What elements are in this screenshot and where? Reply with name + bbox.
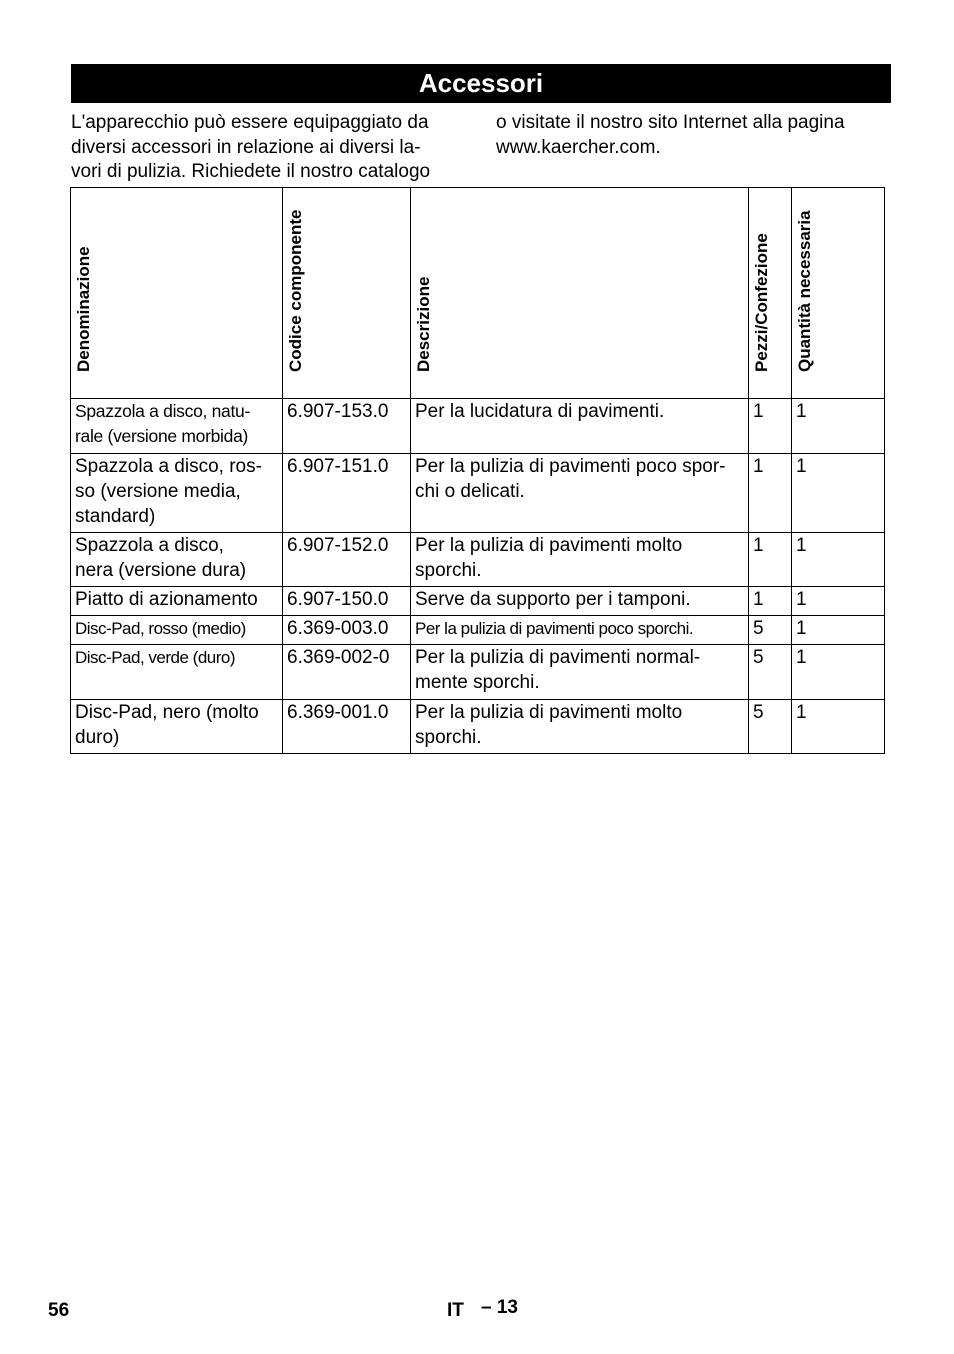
cell-code: 6.369-001.0 bbox=[283, 700, 411, 754]
cell-text: sporchi. bbox=[415, 560, 482, 581]
intro-line: o visitate il nostro sito Internet alla pagina bbox=[496, 112, 845, 133]
cell-text: Per la pulizia di pavimenti poco sporchi. bbox=[415, 619, 694, 638]
cell-pieces: 1 bbox=[749, 587, 792, 616]
cell-text: chi o delicati. bbox=[415, 481, 525, 502]
cell-text: standard) bbox=[75, 506, 156, 527]
table-row bbox=[71, 700, 885, 754]
cell-pieces: 1 bbox=[749, 533, 792, 587]
cell-qty: 1 bbox=[792, 454, 885, 533]
header-label: Descrizione bbox=[414, 276, 433, 372]
cell-pieces: 5 bbox=[749, 616, 792, 645]
cell-text: nera (versione dura) bbox=[75, 560, 247, 581]
cell-desc bbox=[411, 587, 749, 616]
cell-name bbox=[71, 700, 283, 754]
cell-code: 6.369-003.0 bbox=[283, 616, 411, 645]
table-row bbox=[71, 533, 885, 587]
cell-desc bbox=[411, 399, 749, 454]
cell-text: Per la pulizia di pavimenti poco spor- bbox=[415, 456, 726, 477]
cell-name bbox=[71, 399, 283, 454]
cell-qty: 1 bbox=[792, 645, 885, 700]
cell-desc bbox=[411, 616, 749, 645]
cell-name bbox=[71, 645, 283, 700]
language-code: IT bbox=[447, 1300, 464, 1321]
accessories-table bbox=[70, 187, 885, 754]
cell-qty: 1 bbox=[792, 399, 885, 454]
cell-desc bbox=[411, 645, 749, 700]
cell-code: 6.907-150.0 bbox=[283, 587, 411, 616]
cell-code: 6.907-152.0 bbox=[283, 533, 411, 587]
intro-line: vori di pulizia. Richiedete il nostro catalogo bbox=[71, 161, 431, 182]
cell-qty: 1 bbox=[792, 587, 885, 616]
cell-pieces: 5 bbox=[749, 645, 792, 700]
cell-code: 6.369-002-0 bbox=[283, 645, 411, 700]
cell-text: rale (versione morbida) bbox=[75, 426, 249, 446]
cell-text: sporchi. bbox=[415, 727, 482, 748]
table-row bbox=[71, 587, 885, 616]
table-row bbox=[71, 399, 885, 454]
cell-desc bbox=[411, 533, 749, 587]
cell-desc bbox=[411, 700, 749, 754]
intro-text-right bbox=[496, 111, 891, 160]
cell-pieces: 5 bbox=[749, 700, 792, 754]
cell-text: Piatto di azionamento bbox=[75, 589, 258, 610]
header-label: Codice componente bbox=[286, 209, 305, 372]
intro-line: L'apparecchio può essere equipaggiato da bbox=[71, 112, 429, 133]
cell-text: duro) bbox=[75, 727, 120, 748]
cell-text: so (versione media, bbox=[75, 481, 241, 502]
header-descrizione bbox=[411, 188, 749, 399]
table-row bbox=[71, 645, 885, 700]
cell-text: Per la pulizia di pavimenti molto bbox=[415, 702, 683, 723]
cell-code: 6.907-153.0 bbox=[283, 399, 411, 454]
intro-text-left bbox=[71, 111, 466, 185]
header-pezzi bbox=[749, 188, 792, 399]
cell-text: Serve da supporto per i tamponi. bbox=[415, 589, 691, 610]
table-header-row bbox=[71, 188, 885, 399]
header-label: Quantità necessaria bbox=[795, 210, 814, 372]
header-label: Pezzi/Confezione bbox=[752, 233, 771, 372]
header-codice bbox=[283, 188, 411, 399]
intro-line: www.kaercher.com. bbox=[496, 136, 661, 158]
cell-desc bbox=[411, 454, 749, 533]
cell-text: Spazzola a disco, natu- bbox=[75, 401, 251, 421]
cell-text: Per la pulizia di pavimenti molto bbox=[415, 535, 683, 556]
cell-qty: 1 bbox=[792, 700, 885, 754]
table-row bbox=[71, 454, 885, 533]
page-number: 56 bbox=[48, 1300, 70, 1321]
header-quantita bbox=[792, 188, 885, 399]
cell-name bbox=[71, 533, 283, 587]
cell-text: Spazzola a disco, bbox=[75, 535, 224, 556]
cell-qty: 1 bbox=[792, 616, 885, 645]
header-denominazione bbox=[71, 188, 283, 399]
page-title: Accessori bbox=[71, 64, 891, 103]
cell-qty: 1 bbox=[792, 533, 885, 587]
cell-text: Disc-Pad, nero (molto bbox=[75, 702, 259, 723]
section-page-number: – 13 bbox=[481, 1297, 518, 1318]
cell-text: Per la pulizia di pavimenti normal- bbox=[415, 647, 701, 668]
cell-name bbox=[71, 616, 283, 645]
cell-text: Spazzola a disco, ros- bbox=[75, 456, 262, 477]
cell-text: Disc-Pad, rosso (medio) bbox=[75, 619, 246, 638]
cell-text: mente sporchi. bbox=[415, 672, 540, 693]
intro-line: diversi accessori in relazione ai diversi la- bbox=[71, 136, 421, 158]
cell-text: Disc-Pad, verde (duro) bbox=[75, 648, 236, 667]
cell-pieces: 1 bbox=[749, 454, 792, 533]
table-row bbox=[71, 616, 885, 645]
header-label: Denominazione bbox=[74, 246, 93, 372]
cell-text: Per la lucidatura di pavimenti. bbox=[415, 401, 665, 422]
cell-code: 6.907-151.0 bbox=[283, 454, 411, 533]
cell-pieces: 1 bbox=[749, 399, 792, 454]
cell-name bbox=[71, 454, 283, 533]
cell-name bbox=[71, 587, 283, 616]
